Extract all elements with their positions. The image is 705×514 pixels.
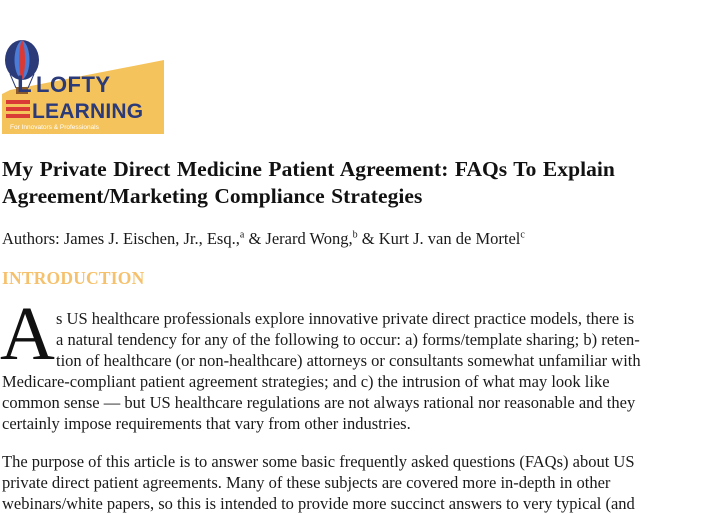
drop-cap: A [0,292,55,376]
authors-mid-1: & Jerard Wong, [244,229,353,248]
authors-line [2,229,525,249]
para2-line: private direct patient agreements. Many of these subjects are covered more in-depth in other [2,473,611,492]
document-title [2,156,702,210]
logo-word-learning: LEARNING [32,100,144,123]
intro-paragraph-1 [2,308,694,434]
title-line-2: Agreement/Marketing Compliance Strategies [2,184,423,208]
para1-line: a natural tendency for any of the following to occur: a) forms/template sharing; b) reten- [56,330,640,349]
para1-line: certainly impose requirements that vary from other industries. [2,414,411,433]
authors-prefix: Authors: James J. Eischen, Jr., Esq., [2,229,240,248]
para1-line: common sense — but US healthcare regulations are not always rational nor reasonable and they [2,393,636,412]
author-1-mark: a [239,229,245,241]
para2-line: webinars/white papers, so this is intended to provide more succinct answers to very typical (and [2,494,635,513]
logo-tagline: For Innovators & Professionals [10,124,99,131]
title-line-1: My Private Direct Medicine Patient Agreement: FAQs To Explain [2,157,615,181]
author-2-mark: b [352,229,358,241]
para2-line: The purpose of this article is to answer some basic frequently asked questions (FAQs) about US [2,452,635,471]
authors-mid-2: & Kurt J. van de Mortel [357,229,521,248]
lofty-learning-logo [2,38,164,134]
para1-line: tion of healthcare (or non-healthcare) attorneys or consultants somewhat unfamiliar with [56,351,641,370]
intro-paragraph-2 [2,451,694,514]
svg-text:L: L [17,71,32,98]
para1-line: Medicare-compliant patient agreement strategies; and c) the intrusion of what may look like [2,372,610,391]
para1-line: s US healthcare professionals explore innovative private direct practice models, there is [56,309,635,328]
logo-word-lofty: LOFTY [36,72,111,97]
section-heading-introduction: INTRODUCTION [2,268,145,288]
author-3-mark: c [520,229,525,241]
